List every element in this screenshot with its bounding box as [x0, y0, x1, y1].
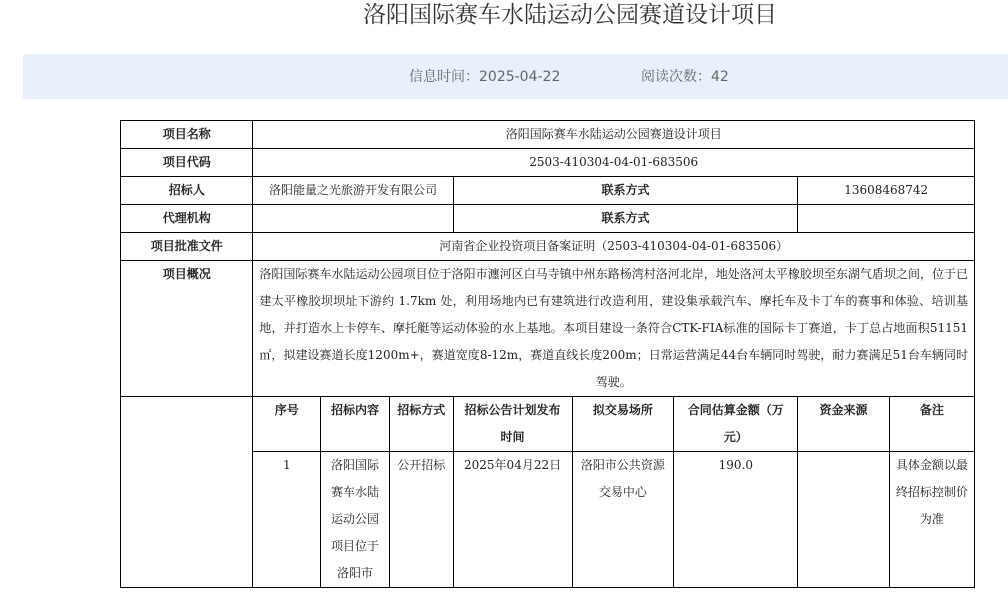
- header-seq: 序号: [253, 397, 321, 452]
- tenderer: 洛阳能量之光旅游开发有限公司: [253, 177, 453, 205]
- row-seq: 1: [253, 452, 321, 588]
- row-funding: [798, 452, 889, 588]
- row-bid-headers: [121, 397, 975, 452]
- project-code: 2503-410304-04-01-683506: [253, 149, 975, 177]
- header-plan-time: 招标公告计划发布时间: [453, 397, 572, 452]
- header-funding: 资金来源: [798, 397, 889, 452]
- row-plan-time: 2025年04月22日: [453, 452, 572, 588]
- header-venue: 拟交易场所: [572, 397, 674, 452]
- agency-contact-label: 联系方式: [453, 205, 798, 233]
- agency-label: 代理机构: [121, 205, 253, 233]
- row-approval: [121, 233, 975, 261]
- info-bar: [23, 54, 1008, 99]
- header-remark: 备注: [889, 397, 974, 452]
- overview: 洛阳国际赛车水陆运动公园项目位于洛阳市瀍河区白马寺镇中州东路杨湾村洛河北岸，地处洛河太平橡胶坝至东湖气盾坝之间，位于已建太平橡胶坝坝址下游约 1.7km 处，利用场地内已有建筑进行改造利用，建设集承载汽车、摩托车及卡丁车的赛事和体验、培训基地，并打造水上卡停车、摩托艇等运动体验的水上基地。本项目建设一条符合CTK-FIA标准的国际卡丁赛道，卡丁总占地面积51151㎡，拟建设赛道长度1200m+，赛道宽度8-12m，赛道直线长度200m；日常运营满足44台车辆同时驾驶，耐力赛满足51台车辆同时驾驶。: [253, 261, 975, 397]
- project-name: 洛阳国际赛车水陆运动公园赛道设计项目: [253, 121, 975, 149]
- page-title: 洛阳国际赛车水陆运动公园赛道设计项目: [363, 2, 777, 28]
- row-agency: [121, 205, 975, 233]
- project-name-label: 项目名称: [121, 121, 253, 149]
- approval: 河南省企业投资项目备案证明（2503-410304-04-01-683506）: [253, 233, 975, 261]
- header-amount: 合同估算金额（万元）: [674, 397, 798, 452]
- header-content: 招标内容: [321, 397, 390, 452]
- project-code-label: 项目代码: [121, 149, 253, 177]
- read-count: 阅读次数：42: [641, 69, 729, 85]
- overview-label: 项目概况: [121, 261, 253, 397]
- row-overview: [121, 261, 975, 397]
- agency: [253, 205, 453, 233]
- tenderer-contact-label: 联系方式: [453, 177, 798, 205]
- tenderer-label: 招标人: [121, 177, 253, 205]
- agency-contact: [798, 205, 975, 233]
- row-project-name: [121, 121, 975, 149]
- row-remark: 具体金额以最终招标控制价为准: [889, 452, 974, 588]
- project-table: [120, 120, 975, 588]
- row-content: 洛阳国际赛车水陆运动公园项目位于洛阳市: [321, 452, 390, 588]
- row-tenderer: [121, 177, 975, 205]
- row-venue: 洛阳市公共资源交易中心: [572, 452, 674, 588]
- info-time: 信息时间：2025-04-22: [409, 69, 561, 85]
- row-amount: 190.0: [674, 452, 798, 588]
- row-method: 公开招标: [389, 452, 453, 588]
- tenderer-contact: 13608468742: [798, 177, 975, 205]
- row-project-code: [121, 149, 975, 177]
- bid-section-label: [121, 397, 253, 588]
- approval-label: 项目批准文件: [121, 233, 253, 261]
- header-method: 招标方式: [389, 397, 453, 452]
